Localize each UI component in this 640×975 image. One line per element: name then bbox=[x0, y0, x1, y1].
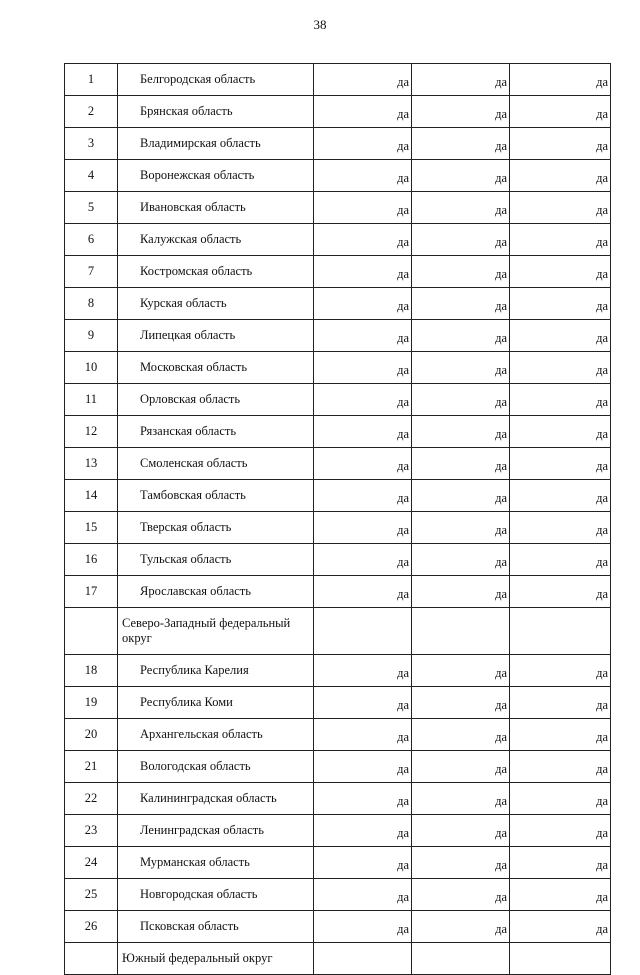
value-cell-3: да bbox=[510, 687, 611, 719]
region-name: Тульская область bbox=[118, 544, 314, 576]
value-cell-3: да bbox=[510, 192, 611, 224]
row-number: 25 bbox=[65, 879, 118, 911]
region-name: Мурманская область bbox=[118, 847, 314, 879]
value-cell-3: да bbox=[510, 879, 611, 911]
value-cell-2: да bbox=[412, 64, 510, 96]
federal-district-row bbox=[65, 608, 611, 655]
value-cell-3: да bbox=[510, 544, 611, 576]
region-row bbox=[65, 576, 611, 608]
row-number: 26 bbox=[65, 911, 118, 943]
region-row bbox=[65, 160, 611, 192]
value-cell-2: да bbox=[412, 480, 510, 512]
value-cell bbox=[314, 943, 412, 975]
region-row bbox=[65, 416, 611, 448]
value-cell-3: да bbox=[510, 160, 611, 192]
region-row bbox=[65, 480, 611, 512]
row-number: 10 bbox=[65, 352, 118, 384]
row-number: 23 bbox=[65, 815, 118, 847]
value-cell-3: да bbox=[510, 655, 611, 687]
value-cell-2: да bbox=[412, 192, 510, 224]
row-number: 13 bbox=[65, 448, 118, 480]
value-cell-1: да bbox=[314, 687, 412, 719]
row-number: 2 bbox=[65, 96, 118, 128]
value-cell-2: да bbox=[412, 783, 510, 815]
region-name: Воронежская область bbox=[118, 160, 314, 192]
value-cell bbox=[314, 608, 412, 655]
value-cell-3: да bbox=[510, 815, 611, 847]
value-cell-2: да bbox=[412, 512, 510, 544]
page-number: 38 bbox=[313, 17, 327, 32]
region-name: Костромская область bbox=[118, 256, 314, 288]
value-cell-3: да bbox=[510, 288, 611, 320]
region-name: Белгородская область bbox=[118, 64, 314, 96]
row-number: 12 bbox=[65, 416, 118, 448]
value-cell-1: да bbox=[314, 576, 412, 608]
value-cell-1: да bbox=[314, 128, 412, 160]
value-cell-2: да bbox=[412, 384, 510, 416]
value-cell bbox=[510, 943, 611, 975]
region-name: Брянская область bbox=[118, 96, 314, 128]
value-cell-1: да bbox=[314, 544, 412, 576]
value-cell-2: да bbox=[412, 416, 510, 448]
value-cell-3: да bbox=[510, 911, 611, 943]
value-cell-3: да bbox=[510, 719, 611, 751]
value-cell-2: да bbox=[412, 879, 510, 911]
row-number: 5 bbox=[65, 192, 118, 224]
value-cell-3: да bbox=[510, 352, 611, 384]
value-cell-1: да bbox=[314, 480, 412, 512]
value-cell-3: да bbox=[510, 576, 611, 608]
value-cell-2: да bbox=[412, 544, 510, 576]
federal-district-row bbox=[65, 943, 611, 975]
value-cell-3: да bbox=[510, 320, 611, 352]
region-name: Московская область bbox=[118, 352, 314, 384]
value-cell-1: да bbox=[314, 192, 412, 224]
value-cell-2: да bbox=[412, 128, 510, 160]
region-name: Республика Карелия bbox=[118, 655, 314, 687]
region-name: Тамбовская область bbox=[118, 480, 314, 512]
value-cell-3: да bbox=[510, 480, 611, 512]
value-cell-1: да bbox=[314, 847, 412, 879]
row-number: 19 bbox=[65, 687, 118, 719]
value-cell-2: да bbox=[412, 751, 510, 783]
value-cell-3: да bbox=[510, 751, 611, 783]
value-cell-2: да bbox=[412, 96, 510, 128]
row-number: 7 bbox=[65, 256, 118, 288]
value-cell-3: да bbox=[510, 416, 611, 448]
value-cell-2: да bbox=[412, 719, 510, 751]
region-name: Вологодская область bbox=[118, 751, 314, 783]
value-cell-1: да bbox=[314, 160, 412, 192]
federal-district-name: Северо-Западный федеральный округ bbox=[118, 608, 314, 655]
row-number: 8 bbox=[65, 288, 118, 320]
federal-district-name: Южный федеральный округ bbox=[118, 943, 314, 975]
row-number: 21 bbox=[65, 751, 118, 783]
value-cell bbox=[412, 608, 510, 655]
value-cell-3: да bbox=[510, 256, 611, 288]
value-cell-1: да bbox=[314, 96, 412, 128]
row-number: 15 bbox=[65, 512, 118, 544]
regions-table-body bbox=[65, 64, 611, 975]
value-cell-2: да bbox=[412, 352, 510, 384]
value-cell-1: да bbox=[314, 320, 412, 352]
row-number: 3 bbox=[65, 128, 118, 160]
value-cell-1: да bbox=[314, 879, 412, 911]
region-name: Тверская область bbox=[118, 512, 314, 544]
value-cell-1: да bbox=[314, 911, 412, 943]
region-name: Смоленская область bbox=[118, 448, 314, 480]
value-cell-1: да bbox=[314, 352, 412, 384]
value-cell-3: да bbox=[510, 384, 611, 416]
region-row bbox=[65, 783, 611, 815]
region-name: Республика Коми bbox=[118, 687, 314, 719]
region-row bbox=[65, 352, 611, 384]
row-number: 22 bbox=[65, 783, 118, 815]
value-cell-1: да bbox=[314, 416, 412, 448]
value-cell-1: да bbox=[314, 384, 412, 416]
value-cell-2: да bbox=[412, 911, 510, 943]
regions-table bbox=[64, 63, 611, 975]
row-number: 20 bbox=[65, 719, 118, 751]
region-row bbox=[65, 384, 611, 416]
value-cell-1: да bbox=[314, 448, 412, 480]
region-name: Новгородская область bbox=[118, 879, 314, 911]
value-cell-3: да bbox=[510, 128, 611, 160]
region-row bbox=[65, 288, 611, 320]
region-name: Курская область bbox=[118, 288, 314, 320]
value-cell-3: да bbox=[510, 64, 611, 96]
region-row bbox=[65, 815, 611, 847]
row-number: 14 bbox=[65, 480, 118, 512]
region-name: Ленинградская область bbox=[118, 815, 314, 847]
region-row bbox=[65, 879, 611, 911]
region-row bbox=[65, 687, 611, 719]
value-cell-3: да bbox=[510, 512, 611, 544]
region-name: Псковская область bbox=[118, 911, 314, 943]
row-number: 6 bbox=[65, 224, 118, 256]
region-row bbox=[65, 192, 611, 224]
value-cell-3: да bbox=[510, 847, 611, 879]
region-name: Калужская область bbox=[118, 224, 314, 256]
region-row bbox=[65, 128, 611, 160]
region-name: Калининградская область bbox=[118, 783, 314, 815]
value-cell bbox=[510, 608, 611, 655]
value-cell-2: да bbox=[412, 687, 510, 719]
value-cell-1: да bbox=[314, 64, 412, 96]
region-row bbox=[65, 96, 611, 128]
value-cell-2: да bbox=[412, 160, 510, 192]
value-cell-2: да bbox=[412, 288, 510, 320]
value-cell-1: да bbox=[314, 783, 412, 815]
row-number: 11 bbox=[65, 384, 118, 416]
region-row bbox=[65, 655, 611, 687]
region-row bbox=[65, 64, 611, 96]
value-cell-2: да bbox=[412, 320, 510, 352]
region-name: Липецкая область bbox=[118, 320, 314, 352]
value-cell-2: да bbox=[412, 815, 510, 847]
region-row bbox=[65, 256, 611, 288]
value-cell-2: да bbox=[412, 847, 510, 879]
value-cell-1: да bbox=[314, 815, 412, 847]
region-row bbox=[65, 847, 611, 879]
row-number: 1 bbox=[65, 64, 118, 96]
row-number-cell bbox=[65, 608, 118, 655]
region-name: Ярославская область bbox=[118, 576, 314, 608]
region-row bbox=[65, 320, 611, 352]
region-row bbox=[65, 224, 611, 256]
region-row bbox=[65, 512, 611, 544]
value-cell-3: да bbox=[510, 224, 611, 256]
region-name: Владимирская область bbox=[118, 128, 314, 160]
region-row bbox=[65, 719, 611, 751]
region-row bbox=[65, 448, 611, 480]
value-cell-1: да bbox=[314, 512, 412, 544]
value-cell-2: да bbox=[412, 576, 510, 608]
value-cell-3: да bbox=[510, 783, 611, 815]
row-number: 4 bbox=[65, 160, 118, 192]
region-name: Рязанская область bbox=[118, 416, 314, 448]
row-number: 9 bbox=[65, 320, 118, 352]
value-cell-3: да bbox=[510, 96, 611, 128]
value-cell-1: да bbox=[314, 256, 412, 288]
row-number-cell bbox=[65, 943, 118, 975]
region-name: Ивановская область bbox=[118, 192, 314, 224]
value-cell-1: да bbox=[314, 751, 412, 783]
row-number: 24 bbox=[65, 847, 118, 879]
value-cell-1: да bbox=[314, 655, 412, 687]
value-cell-2: да bbox=[412, 655, 510, 687]
row-number: 17 bbox=[65, 576, 118, 608]
value-cell-1: да bbox=[314, 288, 412, 320]
region-name: Архангельская область bbox=[118, 719, 314, 751]
region-row bbox=[65, 751, 611, 783]
value-cell-2: да bbox=[412, 256, 510, 288]
region-row bbox=[65, 544, 611, 576]
region-row bbox=[65, 911, 611, 943]
value-cell-3: да bbox=[510, 448, 611, 480]
value-cell bbox=[412, 943, 510, 975]
row-number: 18 bbox=[65, 655, 118, 687]
row-number: 16 bbox=[65, 544, 118, 576]
value-cell-2: да bbox=[412, 448, 510, 480]
value-cell-1: да bbox=[314, 719, 412, 751]
value-cell-1: да bbox=[314, 224, 412, 256]
value-cell-2: да bbox=[412, 224, 510, 256]
region-name: Орловская область bbox=[118, 384, 314, 416]
